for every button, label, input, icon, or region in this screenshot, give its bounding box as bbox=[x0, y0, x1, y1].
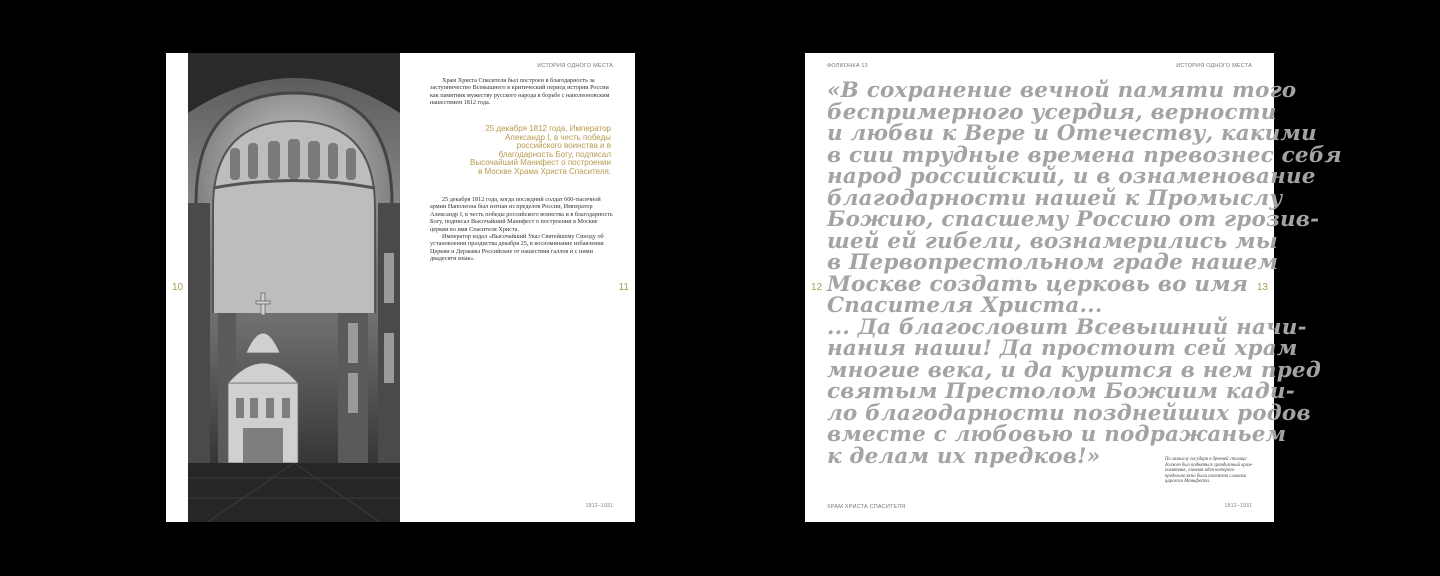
cathedral-interior-illustration bbox=[188, 53, 400, 522]
quote-line: ... Да благословит Всевышний начи- bbox=[827, 314, 1307, 340]
right-spread bbox=[805, 53, 1342, 522]
quote-line: Москве создать церковь во имя bbox=[827, 271, 1249, 297]
quote-line: нания наши! Да простоит сей храм bbox=[827, 336, 1298, 361]
pull-quote: 25 декабря 1812 года, Император Александр I, в честь победы российского воинства и в благодарность Богу, подписал Высочайший Манифест о построении в Москве Храма Христа Спасителя. bbox=[470, 124, 611, 176]
running-head-left: ФОЛИОНКА 13 bbox=[827, 63, 868, 69]
running-head-right: ИСТОРИЯ ОДНОГО МЕСТА bbox=[1176, 63, 1252, 69]
quote-line: «В сохранение вечной памяти того bbox=[827, 78, 1297, 103]
quote-line: многие века, и да курится в нем пред bbox=[827, 357, 1321, 383]
quote-line: Спасителя Христа... bbox=[827, 293, 1103, 318]
years-range: 1812–1931 bbox=[585, 503, 613, 509]
intro-text bbox=[430, 77, 616, 107]
body-text bbox=[430, 196, 616, 263]
quote-line: ло благодарности позднейших родов bbox=[827, 400, 1311, 426]
quote-line: беспримерного усердия, верности bbox=[827, 99, 1277, 125]
side-note: По замыслу государя в древней столице должен был подняться грандиозный храм-памятник, главная идея которого предельно ясно была изложена словами царского Манифеста. bbox=[1165, 457, 1253, 485]
footer-title: ХРАМ ХРИСТА СПАСИТЕЛЯ bbox=[827, 504, 906, 510]
running-head: ИСТОРИЯ ОДНОГО МЕСТА bbox=[537, 63, 613, 69]
body-paragraph-1: 25 декабря 1812 года, когда последний солдат 600-тысячной армии Наполеона был изгнан из пределов России, Император Александр I, в честь победы российского воинства и в благодарность Богу, подписал Высочайший Манифест о построении в Москве церкви во имя Спасителя Христа. bbox=[430, 196, 613, 233]
quote-line: вместе с любовью и подражаньем bbox=[827, 422, 1287, 447]
page-number-right: 13 bbox=[1256, 282, 1268, 293]
quote-line: шей ей гибели, вознамерились мы bbox=[827, 228, 1278, 254]
quote-line: в Первопрестольном граде нашем bbox=[827, 250, 1279, 275]
page-number-right: 11 bbox=[618, 282, 629, 293]
quote-line: и любви к Вере и Отечеству, какими bbox=[827, 121, 1317, 146]
years-range: 1812–1931 bbox=[1224, 503, 1252, 509]
page-number-left: 10 bbox=[172, 282, 184, 293]
cathedral-interior-photo bbox=[188, 53, 400, 522]
quote-line: святым Престолом Божиим кади- bbox=[827, 379, 1295, 404]
manifesto-quote bbox=[827, 78, 1342, 469]
quote-line: народ российский, и в ознаменование bbox=[827, 164, 1316, 189]
quote-line: в сии трудные времена превознес себя bbox=[827, 142, 1342, 168]
page-number-left: 12 bbox=[811, 282, 823, 293]
intro-paragraph: Храм Христа Спасителя был построен в благодарность за заступничество Всевышнего в критический период истории России как памятник мужеству русского народа в борьбе с наполеоновским нашествием 1812 года. bbox=[430, 77, 610, 107]
body-paragraph-2: Император издал «Высочайший Указ Святейшему Синоду об установлении праздиства декабря 25, в воспоминание избавления Церкви и Державы Российские от нашествия галлов и с ними двадесяти язык». bbox=[430, 233, 604, 263]
quote-line: благодарности нашей к Промыслу bbox=[827, 185, 1283, 211]
quote-line: к делам их предков!» bbox=[827, 443, 1101, 469]
quote-line: Божию, спасшему Россию от грозив- bbox=[827, 207, 1320, 232]
left-spread bbox=[166, 53, 635, 522]
